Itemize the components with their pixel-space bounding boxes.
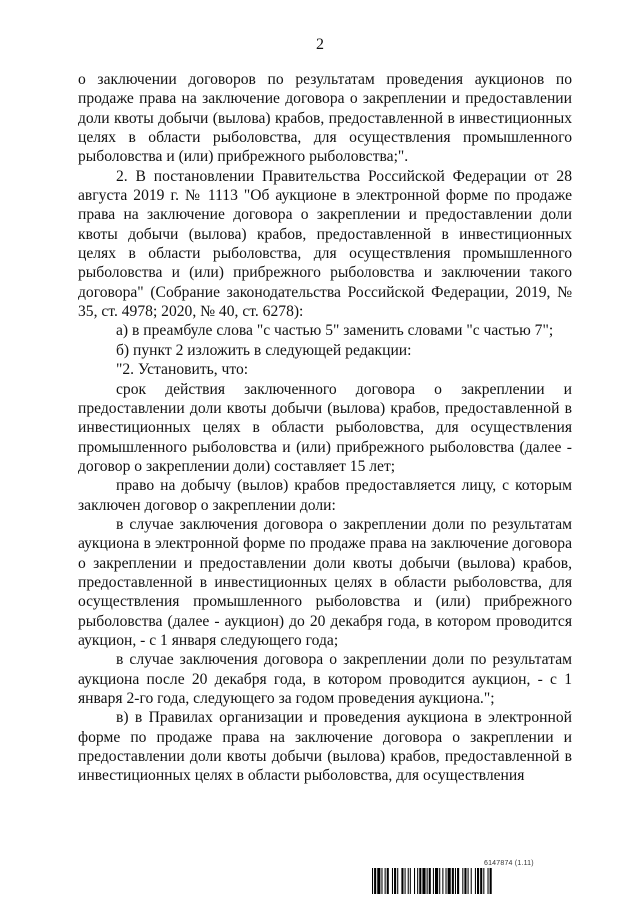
barcode-bar xyxy=(448,868,451,894)
barcode-bar xyxy=(410,868,411,894)
barcode-bar xyxy=(462,868,463,894)
barcode-bar xyxy=(372,868,373,894)
barcode-bar xyxy=(464,868,466,894)
barcode-bar xyxy=(422,868,425,894)
barcode-bar xyxy=(408,868,409,894)
barcode-bar xyxy=(471,868,472,894)
paragraph-subitem-b: б) пункт 2 изложить в следующей редакции: xyxy=(116,341,412,359)
document-body xyxy=(78,70,572,786)
barcode-bar xyxy=(475,868,476,894)
paragraph-case-1: в случае заключения договора о закреплении доли по результатам аукциона в электронной форме по продаже права на заключение договора о закреплении и предоставлении доли квоты добычи (вылова) крабов, предоставленной в инвестиционных целях в области рыболовства, для осуществления промышленного рыболовства и (или) прибрежного рыболовства (далее - аукцион) до 20 декабря года, в котором проводится аукцион, - с 1 января следующего года; xyxy=(78,515,572,649)
barcode-bar xyxy=(446,868,447,894)
barcode-bar xyxy=(381,868,382,894)
document-code: 6147874 (1.11) xyxy=(484,860,534,867)
barcode-bar xyxy=(468,868,469,894)
barcode-bar xyxy=(477,868,479,894)
barcode-bar xyxy=(452,868,454,894)
barcode-bar xyxy=(435,868,438,894)
paragraph-continuation: о заключении договоров по результатам проведения аукционов по продаже права на заключение договора о закреплении и предоставлении доли квоты добычи (вылова) крабов, предоставленной в инвестиционных целях в области рыболовства, для осуществления промышленного рыболовства и (или) прибрежного рыболовства;". xyxy=(78,71,572,166)
barcode-bar xyxy=(405,868,406,894)
barcode-bar xyxy=(433,868,434,894)
barcode-bar xyxy=(480,868,482,894)
barcode-bar xyxy=(455,868,456,894)
barcode-bar xyxy=(490,868,492,894)
barcode-bar xyxy=(414,868,415,894)
barcode-bar xyxy=(394,868,396,894)
barcode-bar xyxy=(439,868,440,894)
barcode-bar xyxy=(387,868,389,894)
barcode-bar xyxy=(483,868,484,894)
paragraph-term: срок действия заключенного договора о закреплении и предоставлении доли квоты добычи (вылова) крабов, предоставленной в инвестиционных целях в области рыболовства, для осуществления промышленного рыболовства и (или) прибрежного рыболовства (далее - договор о закреплении доли) составляет 15 лет; xyxy=(78,380,572,475)
barcode-bar xyxy=(457,868,459,894)
barcode-bar xyxy=(392,868,393,894)
barcode-bar xyxy=(429,868,431,894)
barcode-bar xyxy=(374,868,376,894)
page-number: 2 xyxy=(316,36,324,53)
paragraph-subitem-v: в) в Правилах организации и проведения аукциона в электронной форме по продаже права на заключение договора о закреплении и предоставлении доли квоты добычи (вылова) крабов, предоставленной в инвестиционных целях в области рыболовства, для осуществления xyxy=(78,709,572,785)
paragraph-subitem-a: а) в преамбуле слова "с частью 5" заменить словами "с частью 7"; xyxy=(116,322,554,340)
paragraph-item-2: 2. В постановлении Правительства Российской Федерации от 28 августа 2019 г. № 1113 "Об аукционе в электронной форме по продаже права на заключение договора о закреплении и предоставлении доли квоты добычи (вылова) крабов, предоставленной в инвестиционных целях в области рыболовства, для осуществления промышленного рыболовства и (или) прибрежного рыболовства и заключении такого договора" (Собрание законодательства Российской Федерации, 2019, № 35, ст. 4978; 2020, № 40, ст. 6278): xyxy=(78,167,572,321)
barcode-bar xyxy=(442,868,443,894)
barcode-bar xyxy=(419,868,421,894)
barcode-bar xyxy=(397,868,398,894)
paragraph-case-2: в случае заключения договора о закреплении доли по результатам аукциона после 20 декабря года, в котором проводится аукцион, - с 1 января 2-го года, следующего за годом проведения аукциона."; xyxy=(78,651,572,707)
barcode-bar xyxy=(427,868,428,894)
paragraph-quote-start: "2. Установить, что: xyxy=(116,361,249,379)
barcode-bar xyxy=(417,868,418,894)
paragraph-right: право на добычу (вылов) крабов предоставляется лицу, с которым заключен договор о закреплении доли: xyxy=(78,477,572,514)
barcode xyxy=(372,868,570,894)
barcode-bar xyxy=(377,868,380,894)
barcode-bar xyxy=(385,868,386,894)
barcode-bar xyxy=(401,868,403,894)
barcode-bar xyxy=(488,868,489,894)
